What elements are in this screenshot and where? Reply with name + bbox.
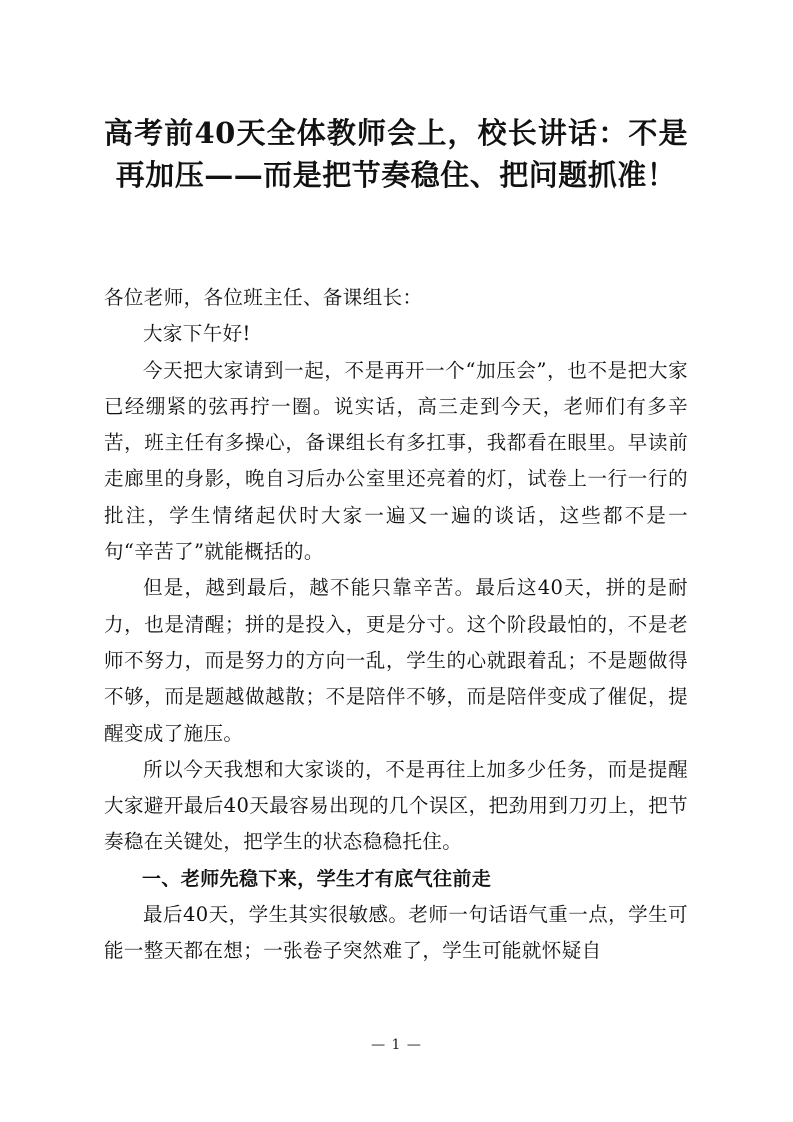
section-heading: 一、老师先稳下来，学生才有底气往前走 <box>142 867 492 890</box>
paragraph: 所以今天我想和大家谈的，不是再往上加多少任务，而是提醒大家避开最后40天最容易出现的几个误区，把劲用到刀刃上，把节奏稳在关键处，把学生的状态稳稳托住。 <box>104 757 688 854</box>
paragraph: 但是，越到最后，越不能只靠辛苦。最后这40天，拼的是耐力，也是清醒；拼的是投入，更是分寸。这个阶段最怕的，不是老师不努力，而是努力的方向一乱，学生的心就跟着乱；不是题做得不够，而是题越做越散；不是陪伴不够，而是陪伴变成了催促，提醒变成了施压。 <box>104 576 688 745</box>
paragraph: 今天把大家请到一起，不是再开一个“加压会”，也不是把大家已经绷紧的弦再拧一圈。说实话，高三走到今天，老师们有多辛苦，班主任有多操心，备课组长有多扛事，我都看在眼里。早读前走廊里的身影，晚自习后办公室里还亮着的灯，试卷上一行一行的批注，学生情绪起伏时大家一遍又一遍的谈话，这些都不是一句“辛苦了”就能概括的。 <box>104 358 688 564</box>
paragraph: 最后40天，学生其实很敏感。老师一句话语气重一点，学生可能一整天都在想；一张卷子突然难了，学生可能就怀疑自 <box>104 903 688 963</box>
greeting: 大家下午好! <box>143 322 251 346</box>
salutation: 各位老师，各位班主任、备课组长： <box>104 286 423 309</box>
document-title: 高考前40天全体教师会上，校长讲话：不是再加压——而是把节奏稳住、把问题抓准！ <box>104 116 688 192</box>
page-number: — 1 — <box>371 1037 422 1053</box>
document-body <box>104 280 688 970</box>
